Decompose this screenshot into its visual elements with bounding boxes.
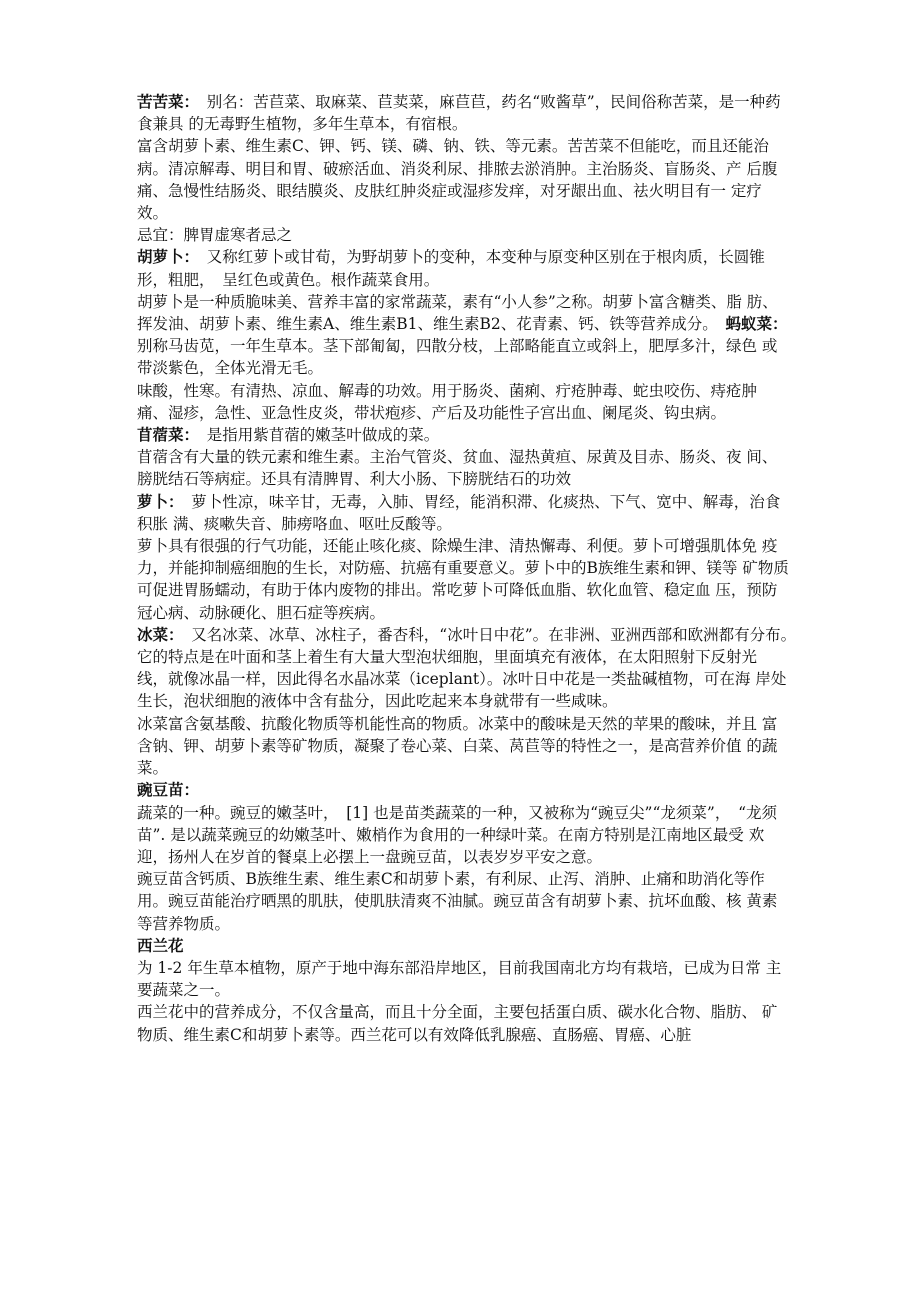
- paragraph-radish-effects: 萝卜具有很强的行气功能，还能止咳化痰、除燥生津、清热懈毒、利便。萝卜可增强肌体免 疫力，并能抑制癌细胞的生长，对防癌、抗癌有重要意义。萝卜中的B族维生素和钾、镁等 矿物质可促进胃肠蠕动，有助于体内废物的排出。常吃萝卜可降低血脂、软化血管、稳定血 压，预防冠心病、动脉硬化、胆石症等疾病。: [137, 537, 789, 622]
- paragraph-text: 又称红萝卜或甘荀，为野胡萝卜的变种，本变种与原变种区别在于根肉质，长圆锥形，粗肥， 呈红色或黄色。根作蔬菜食用。: [137, 248, 765, 289]
- paragraph-pea-shoots-nutrition: 豌豆苗含钙质、B族维生素、维生素C和胡萝卜素，有利尿、止泻、消肿、止痛和助消化等作用。豌豆苗能治疗晒黑的肌肤，使肌肤清爽不油腻。豌豆苗含有胡萝卜素、抗坏血酸、核 黄素等营养物质。: [137, 870, 778, 933]
- heading-mayicai: 蚂蚁菜：: [709, 315, 788, 334]
- paragraph-kukucai-nutrition: 富含胡萝卜素、维生素C、钾、钙、镁、磷、钠、铁、等元素。苦苦菜不但能吃，而且还能治病。清凉解毒、明目和胃、破瘀活血、消炎利尿、排脓去淤消肿。主治肠炎、盲肠炎、产 后腹痛、急慢性结肠炎、眼结膜炎、皮肤红肿炎症或湿疹发痒，对牙龈出血、祛火明目有一 定疗效。: [137, 137, 778, 223]
- paragraph-text: 是指用紫苜蓿的嫩茎叶做成的菜。: [191, 426, 440, 445]
- heading-broccoli: 西兰花: [137, 936, 184, 955]
- paragraph-carrot-intro: [137, 246, 792, 290]
- paragraph-broccoli-nutrition: 西兰花中的营养成分，不仅含量高，而且十分全面，主要包括蛋白质、碳水化合物、脂肪、 矿物质、维生素C和胡萝卜素等。西兰花可以有效降低乳腺癌、直肠癌、胃癌、心脏: [137, 1003, 778, 1044]
- paragraph-mayicai-intro: 别称马齿苋，一年生草本。茎下部匍匐，四散分枝，上部略能直立或斜上，肥厚多汁，绿色 或带淡紫色，全体光滑无毛。: [137, 337, 778, 378]
- paragraph-iceplant-intro: [137, 624, 804, 713]
- paragraph-text: 胡萝卜是一种质脆味美、营养丰富的家常蔬菜，素有“小人参”之称。胡萝卜富含糖类、脂 肪、挥发油、胡萝卜素、维生素A、维生素B1、维生素B2、花青素、钙、铁等营养成分。: [137, 292, 778, 334]
- paragraph-radish-intro: [137, 491, 792, 535]
- paragraph-mayicai-effects: 味酸，性寒。有清热、凉血、解毒的功效。用于肠炎、菌痢、疔疮肿毒、蛇虫咬伤、痔疮肿 痛、湿疹，急性、亚急性皮炎，带状疱疹、产后及功能性子宫出血、阑尾炎、钩虫病。: [137, 381, 758, 422]
- paragraph-pea-shoots-intro: 蔬菜的一种。豌豆的嫩茎叶， [1] 也是苗类蔬菜的一种，又被称为“豌豆尖”“龙须菜”， “龙须 苗”. 是以蔬菜豌豆的幼嫩茎叶、嫩梢作为食用的一种绿叶菜。在南方特别是江南地区最受 欢迎，扬州人在岁首的餐桌上必摆上一盘豌豆苗，以表岁岁平安之意。: [137, 803, 778, 866]
- paragraph-text: 别名：苦苣菜、取麻菜、苣荬菜，麻苣苣，药名“败酱草”，民间俗称苦菜，是一种药食兼具 的无毒野生植物，多年生草本，有宿根。: [137, 93, 781, 134]
- heading-alfalfa: 苜蓿菜：: [137, 426, 192, 445]
- paragraph-alfalfa-effects: 苜蓿含有大量的铁元素和维生素。主治气管炎、贫血、湿热黄疸、尿黄及目赤、肠炎、夜 间、 膀胱结石等病症。还具有清脾胃、利大小肠、下膀胱结石的功效: [137, 448, 778, 489]
- heading-radish: 萝卜：: [137, 492, 176, 511]
- document-page: [137, 91, 804, 1046]
- paragraph-broccoli-intro: 为 1-2 年生草本植物，原产于地中海东部沿岸地区，目前我国南北方均有栽培，已成为日常 主要蔬菜之一。: [137, 958, 782, 1000]
- paragraph-text: 萝卜性凉，味辛甘，无毒，入肺、胃经，能消积滞、化痰热、下气、宽中、解毒，治食积胀 满、痰嗽失音、肺痨咯血、呕吐反酸等。: [137, 492, 781, 533]
- paragraph-iceplant-nutrition: 冰菜富含氨基酸、抗酸化物质等机能性高的物质。冰菜中的酸味是天然的苹果的酸味，并且 富含钠、钾、胡萝卜素等矿物质，凝聚了卷心菜、白菜、莴苣等的特性之一，是高营养价值 的蔬菜。: [137, 714, 778, 778]
- heading-kukucai: 苦苦菜：: [137, 93, 192, 111]
- paragraph-kukucai-taboo: 忌宜：脾胃虚寒者忌之: [137, 226, 293, 245]
- paragraph-alfalfa-intro: [137, 424, 792, 446]
- heading-carrot: 胡萝卜：: [137, 248, 192, 267]
- paragraph-carrot-nutrition: [137, 291, 792, 335]
- heading-iceplant: 冰菜：: [137, 625, 176, 644]
- heading-pea-shoots: 豌豆苗：: [137, 781, 200, 800]
- paragraph-text: 又名冰菜、冰草、冰柱子，番杏科，“冰叶日中花”。在非洲、亚洲西部和欧洲都有分布。 它的特点是在叶面和茎上着生有大量大型泡状细胞，里面填充有液体，在太阳照射下反射光 线，就像冰晶一样，因此得名水晶冰菜（iceplant）。冰叶日中花是一类盐碱植物，可在海 岸处生长，泡状细胞的液体中含有盐分，因此吃起来本身就带有一些咸味。: [137, 625, 804, 711]
- paragraph-kukucai-intro: [137, 91, 792, 135]
